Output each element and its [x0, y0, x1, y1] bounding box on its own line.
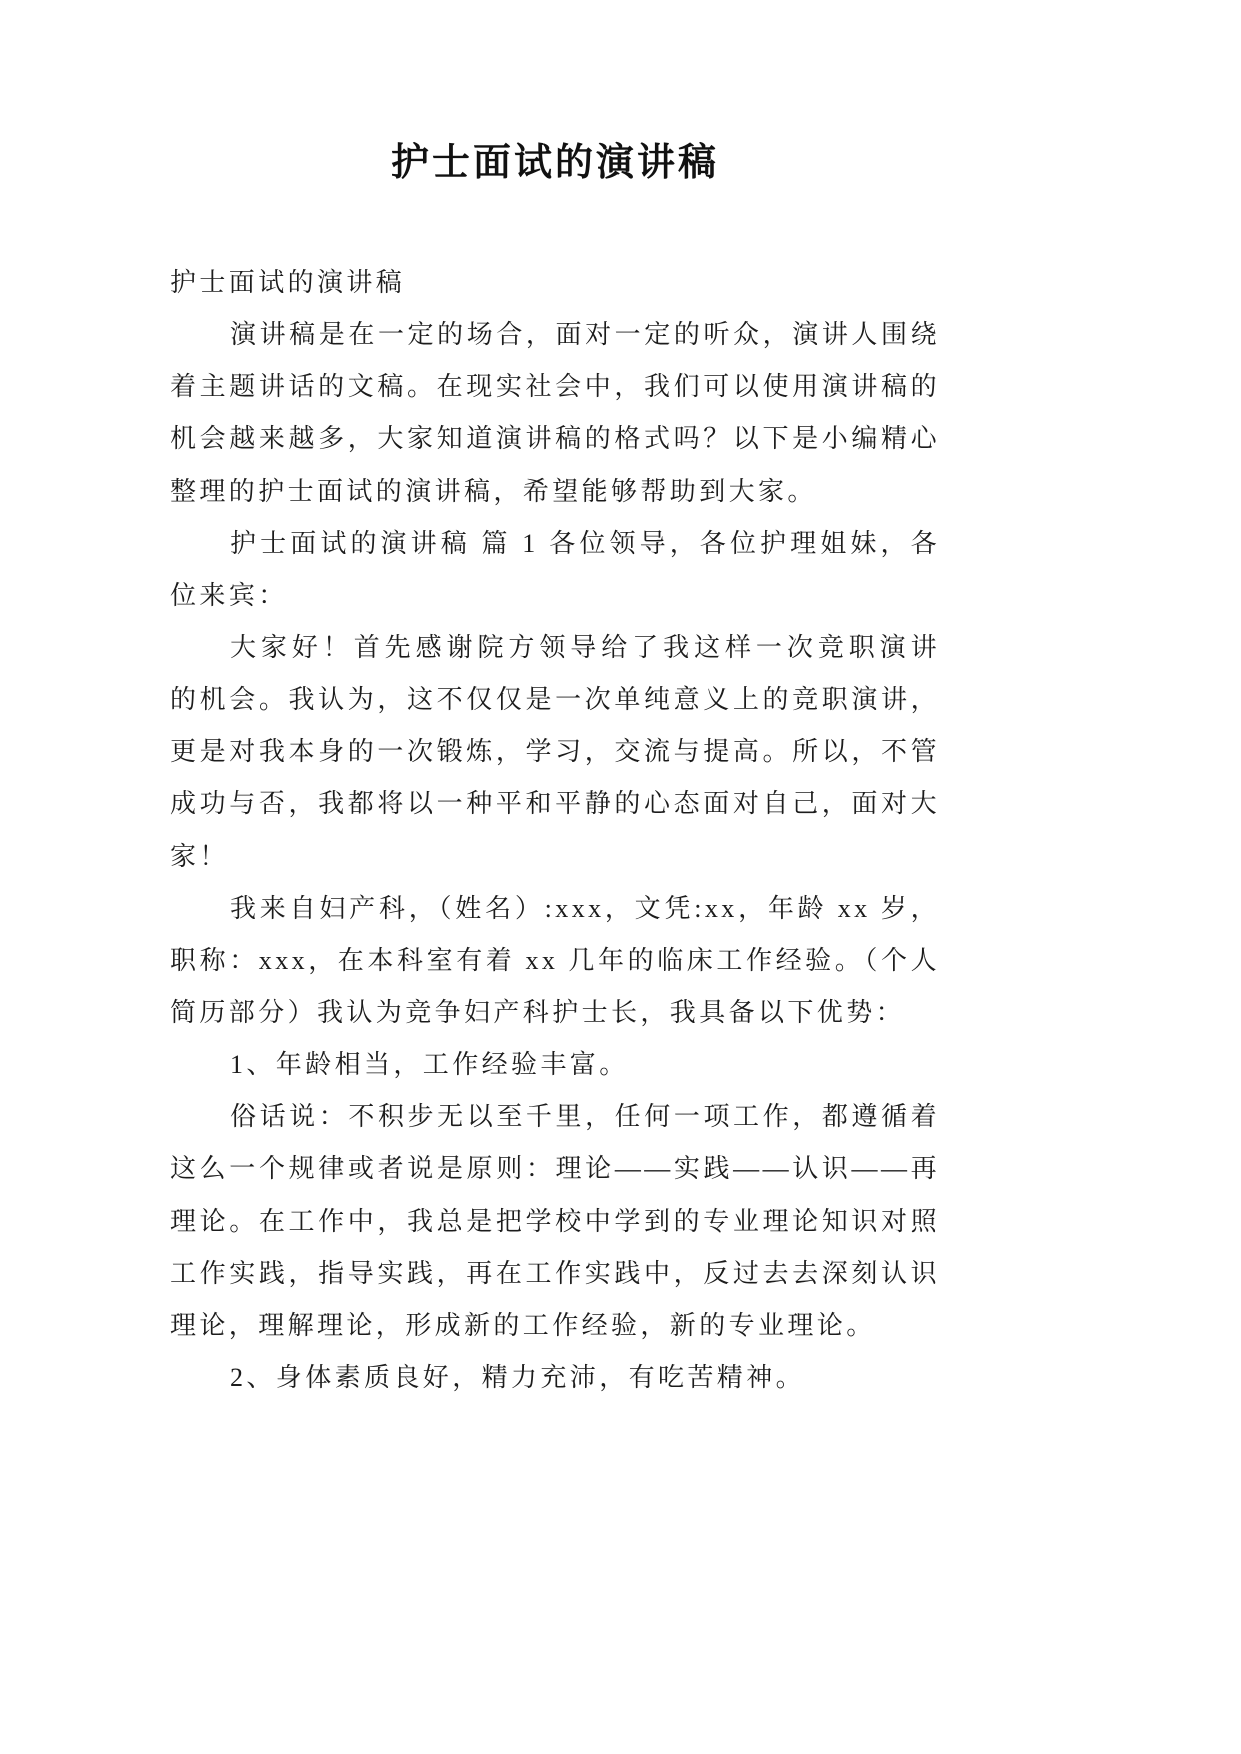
document-title: 护士面试的演讲稿 — [390, 142, 719, 184]
text-line: 2、身体素质良好，精力充沛，有吃苦精神。 — [230, 1362, 806, 1392]
text-line: 机会越来越多，大家知道演讲稿的格式吗？以下是小编精心 — [170, 424, 940, 454]
text-line: 职称：xxx，在本科室有着 xx 几年的临床工作经验。（个人 — [170, 945, 940, 975]
text-line: 护士面试的演讲稿 篇 1 各位领导，各位护理姐妹，各 — [230, 528, 940, 558]
text-line: 简历部分）我认为竞争妇产科护士长，我具备以下优势： — [170, 997, 906, 1027]
paragraph-self-introduction — [170, 883, 940, 1039]
text-line: 演讲稿是在一定的场合，面对一定的听众，演讲人围绕 — [230, 320, 940, 350]
paragraph-intro — [170, 309, 940, 518]
text-line: 1、年龄相当，工作经验丰富。 — [230, 1050, 629, 1080]
text-line: 整理的护士面试的演讲稿，希望能够帮助到大家。 — [170, 476, 817, 506]
paragraph-subtitle — [170, 257, 940, 309]
text-line: 成功与否，我都将以一种平和平静的心态面对自己，面对大 — [170, 789, 940, 819]
paragraph-point-1 — [170, 1039, 940, 1091]
paragraph-experience — [170, 1091, 940, 1352]
text-line: 工作实践，指导实践，再在工作实践中，反过去去深刻认识 — [170, 1258, 940, 1288]
text-line: 家！ — [170, 841, 229, 871]
paragraph-thanks — [170, 622, 940, 883]
text-line: 理论，理解理论，形成新的工作经验，新的专业理论。 — [170, 1310, 876, 1340]
document-body — [170, 257, 940, 1404]
text-line: 着主题讲话的文稿。在现实社会中，我们可以使用演讲稿的 — [170, 372, 940, 402]
text-line: 更是对我本身的一次锻炼，学习，交流与提高。所以，不管 — [170, 737, 940, 767]
text-line: 护士面试的演讲稿 — [170, 268, 406, 297]
text-line: 位来宾： — [170, 580, 288, 610]
text-line: 理论。在工作中，我总是把学校中学到的专业理论知识对照 — [170, 1206, 940, 1236]
paragraph-point-2 — [170, 1352, 940, 1404]
text-line: 这么一个规律或者说是原则：理论——实践——认识——再 — [170, 1154, 940, 1184]
paragraph-greeting — [170, 518, 940, 622]
text-line: 我来自妇产科，（姓名）:xxx，文凭:xx，年龄 xx 岁， — [230, 893, 940, 923]
text-line: 的机会。我认为，这不仅仅是一次单纯意义上的竞职演讲， — [170, 685, 940, 715]
text-line: 大家好！首先感谢院方领导给了我这样一次竞职演讲 — [230, 632, 940, 662]
text-line: 俗话说：不积步无以至千里，任何一项工作，都遵循着 — [230, 1102, 940, 1132]
